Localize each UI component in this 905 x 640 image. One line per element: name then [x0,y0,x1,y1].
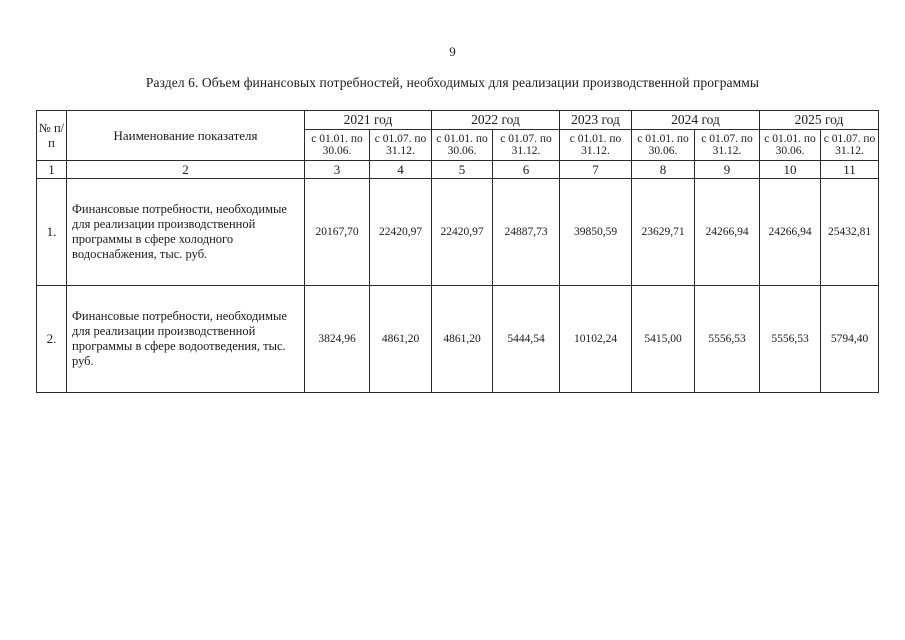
header-year-2024: 2024 год [632,111,760,130]
period-cell: с 01.07. по 31.12. [821,130,879,161]
column-number: 8 [632,161,695,179]
value-cell: 3824,96 [305,286,370,393]
period-cell: с 01.07. по 31.12. [695,130,760,161]
header-year-2022: 2022 год [432,111,560,130]
value-cell: 4861,20 [432,286,493,393]
value-cell: 5556,53 [695,286,760,393]
period-cell: с 01.07. по 31.12. [493,130,560,161]
row-indicator-name: Финансовые потребности, необходимые для реализации производственной программы в сфере водоотведения, тыс. руб. [67,286,305,393]
value-cell: 10102,24 [560,286,632,393]
period-cell: с 01.01. по 31.12. [560,130,632,161]
value-cell: 39850,59 [560,179,632,286]
value-cell: 22420,97 [370,179,432,286]
period-cell: с 01.01. по 30.06. [432,130,493,161]
header-year-2025: 2025 год [760,111,879,130]
header-name-cell: Наименование показателя [67,111,305,161]
column-number: 5 [432,161,493,179]
value-cell: 25432,81 [821,179,879,286]
row-indicator-name: Финансовые потребности, необходимые для реализации производственной программы в сфере холодного водоснабжения, тыс. руб. [67,179,305,286]
section-title: Раздел 6. Объем финансовых потребностей, необходимых для реализации производственной программы [145,75,760,90]
value-cell: 23629,71 [632,179,695,286]
financial-needs-table [36,110,879,393]
period-cell: с 01.01. по 30.06. [632,130,695,161]
value-cell: 5415,00 [632,286,695,393]
value-cell: 4861,20 [370,286,432,393]
value-cell: 5794,40 [821,286,879,393]
page-number: 9 [449,44,456,59]
column-number: 9 [695,161,760,179]
table-row [37,179,879,286]
column-number: 11 [821,161,879,179]
value-cell: 20167,70 [305,179,370,286]
value-cell: 22420,97 [432,179,493,286]
header-year-2023: 2023 год [560,111,632,130]
column-number: 6 [493,161,560,179]
column-number: 10 [760,161,821,179]
column-number: 4 [370,161,432,179]
value-cell: 24266,94 [695,179,760,286]
column-number: 7 [560,161,632,179]
column-number: 2 [67,161,305,179]
column-number: 3 [305,161,370,179]
value-cell: 24266,94 [760,179,821,286]
column-number: 1 [37,161,67,179]
period-cell: с 01.01. по 30.06. [760,130,821,161]
table-row [37,286,879,393]
header-year-2021: 2021 год [305,111,432,130]
header-row-years [37,111,879,130]
value-cell: 24887,73 [493,179,560,286]
row-number: 2. [37,286,67,393]
period-cell: с 01.07. по 31.12. [370,130,432,161]
value-cell: 5556,53 [760,286,821,393]
period-cell: с 01.01. по 30.06. [305,130,370,161]
column-numbers-row [37,161,879,179]
row-number: 1. [37,179,67,286]
header-num-cell: № п/п [37,111,67,161]
value-cell: 5444,54 [493,286,560,393]
